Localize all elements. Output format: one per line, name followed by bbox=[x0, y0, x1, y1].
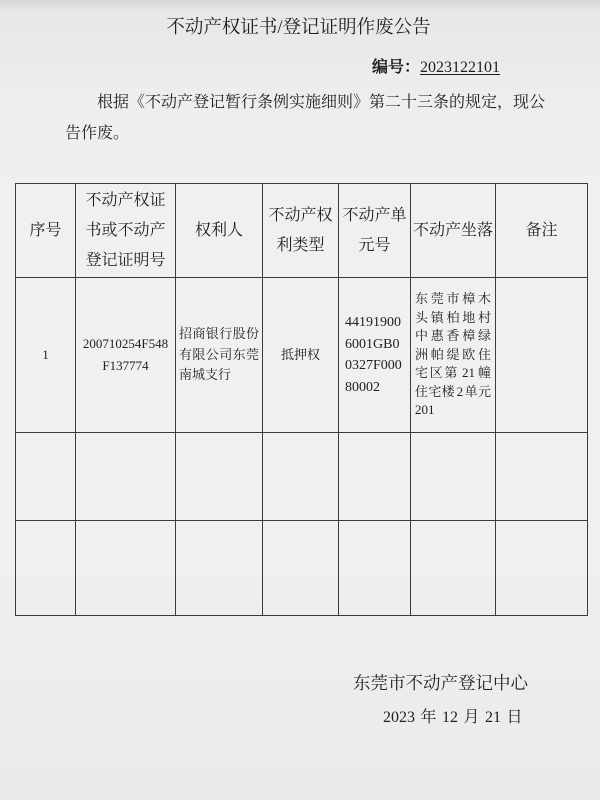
cell-certificate-number bbox=[76, 433, 176, 521]
cell-right-type: 抵押权 bbox=[263, 278, 339, 433]
announcement-body: 根据《不动产登记暂行条例实施细则》第二十三条的规定，现公告作废。 bbox=[65, 94, 546, 142]
cell-certificate-number bbox=[76, 521, 176, 616]
cell-unit-number: 441919006001GB00327F00080002 bbox=[339, 278, 411, 433]
cell-right-holder: 招商银行股份有限公司东莞南城支行 bbox=[176, 278, 263, 433]
header-unit-number: 不动产单元号 bbox=[339, 184, 411, 278]
table-row bbox=[16, 278, 588, 433]
cell-remarks bbox=[496, 433, 588, 521]
cell-unit-number bbox=[339, 433, 411, 521]
announcement-title: 不动产权证书/登记证明作废公告 bbox=[166, 18, 431, 38]
table-header-row bbox=[16, 184, 588, 278]
cell-location bbox=[411, 521, 496, 616]
cell-location: 东莞市樟木头镇柏地村中惠香樟绿洲帕缇欧住宅区第 21 幢住宅楼 2 单元 201 bbox=[411, 278, 496, 433]
cell-unit-number bbox=[339, 521, 411, 616]
header-right-type: 不动产权利类型 bbox=[263, 184, 339, 278]
issue-date: 2023 年 12 月 21 日 bbox=[383, 709, 523, 726]
table-row bbox=[16, 521, 588, 616]
cell-right-type bbox=[263, 521, 339, 616]
cell-remarks bbox=[496, 278, 588, 433]
header-certificate-number: 不动产权证书或不动产登记证明号 bbox=[76, 184, 176, 278]
cell-remarks bbox=[496, 521, 588, 616]
cell-right-type bbox=[263, 433, 339, 521]
cell-serial-number bbox=[16, 521, 76, 616]
notice-number-value: 2023122101 bbox=[420, 59, 501, 76]
cell-right-holder bbox=[176, 521, 263, 616]
notice-number-label: 编号： bbox=[372, 59, 421, 76]
header-remarks: 备注 bbox=[496, 184, 588, 278]
table-row bbox=[16, 433, 588, 521]
cell-right-holder bbox=[176, 433, 263, 521]
header-right-holder: 权利人 bbox=[176, 184, 263, 278]
cell-certificate-number: 200710254F548F137774 bbox=[76, 278, 176, 433]
cell-serial-number: 1 bbox=[16, 278, 76, 433]
header-serial-number: 序号 bbox=[16, 184, 76, 278]
cell-location bbox=[411, 433, 496, 521]
cancellation-table bbox=[15, 183, 588, 616]
cell-serial-number bbox=[16, 433, 76, 521]
issuing-authority: 东莞市不动产登记中心 bbox=[353, 673, 528, 693]
notice-number bbox=[372, 57, 500, 79]
header-location: 不动产坐落 bbox=[411, 184, 496, 278]
